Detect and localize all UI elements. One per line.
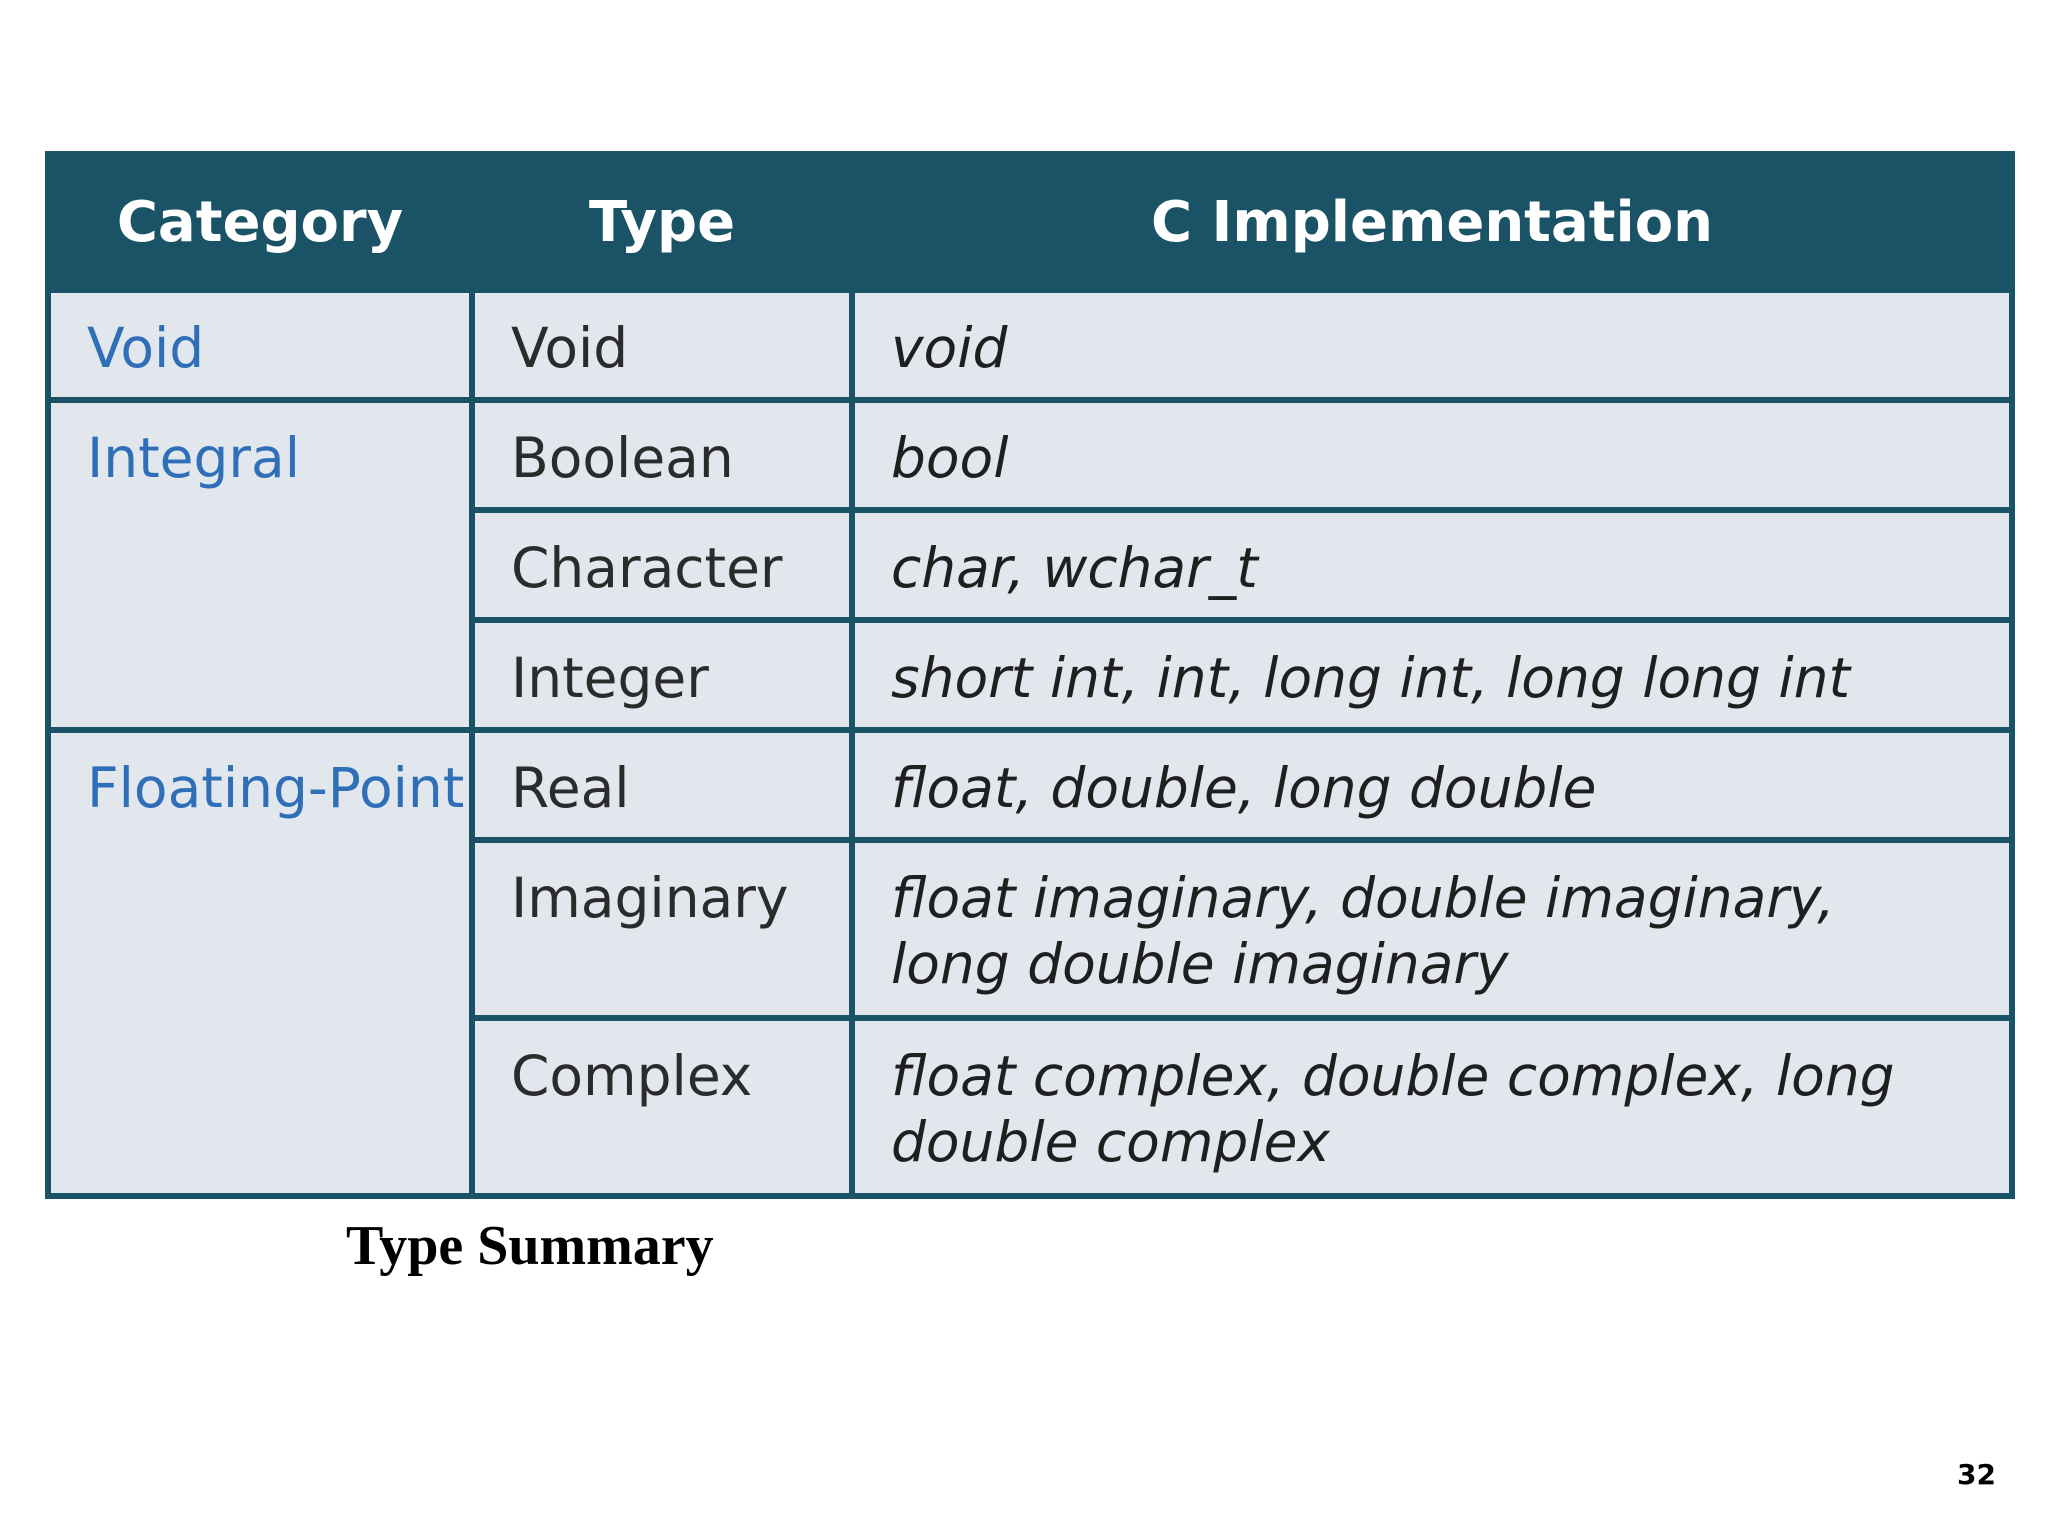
page-number: 32 (1957, 1458, 1996, 1491)
table-row (48, 400, 2012, 510)
category-cell-integral: Integral (48, 400, 472, 730)
implementation-cell: void (852, 290, 2012, 400)
type-cell: Complex (472, 1018, 852, 1196)
table-caption: Type Summary (346, 1215, 714, 1277)
implementation-cell: float complex, double complex, long double complex (852, 1018, 2012, 1196)
category-cell-void: Void (48, 290, 472, 400)
implementation-cell: float imaginary, double imaginary, long double imaginary (852, 840, 2012, 1018)
header-implementation: C Implementation (852, 154, 2012, 290)
implementation-cell: char, wchar_t (852, 510, 2012, 620)
header-type: Type (472, 154, 852, 290)
implementation-cell: float, double, long double (852, 730, 2012, 840)
type-cell: Integer (472, 620, 852, 730)
type-cell: Real (472, 730, 852, 840)
table-row (48, 730, 2012, 840)
type-cell: Boolean (472, 400, 852, 510)
implementation-cell: short int, int, long int, long long int (852, 620, 2012, 730)
type-cell: Character (472, 510, 852, 620)
table-row (48, 290, 2012, 400)
type-cell: Void (472, 290, 852, 400)
implementation-cell: bool (852, 400, 2012, 510)
type-cell: Imaginary (472, 840, 852, 1018)
type-summary-table (45, 151, 2015, 1199)
table-header-row (48, 154, 2012, 290)
header-category: Category (48, 154, 472, 290)
category-cell-floating-point: Floating-Point (48, 730, 472, 1196)
